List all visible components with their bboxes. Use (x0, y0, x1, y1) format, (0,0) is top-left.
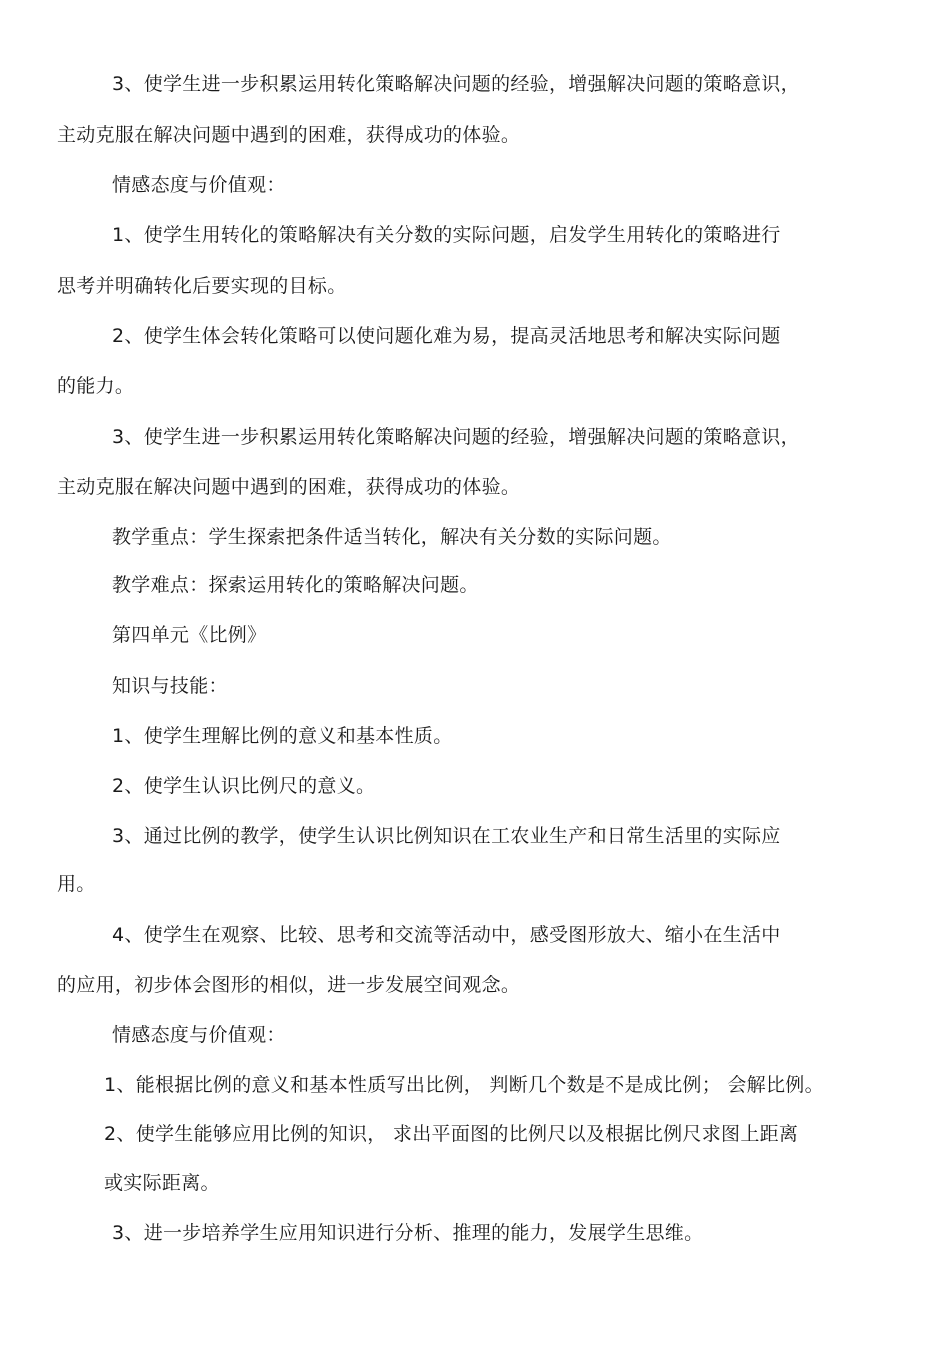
paragraph-line: 1、使学生理解比例的意义和基本性质。 (112, 725, 453, 747)
paragraph-line: 4、使学生在观察、比较、思考和交流等活动中，感受图形放大、缩小在生活中 (112, 924, 781, 946)
section-heading: 知识与技能： (112, 675, 228, 697)
paragraph-line: 2、使学生能够应用比例的知识， 求出平面图的比例尺以及根据比例尺求图上距离 (104, 1123, 799, 1145)
paragraph-line: 用。 (57, 873, 96, 895)
section-heading: 情感态度与价值观： (112, 1024, 286, 1046)
teaching-difficulty: 教学难点：探索运用转化的策略解决问题。 (112, 574, 479, 596)
section-heading: 情感态度与价值观： (112, 174, 286, 196)
paragraph-line: 1、使学生用转化的策略解决有关分数的实际问题，启发学生用转化的策略进行 (112, 224, 781, 246)
paragraph-line: 主动克服在解决问题中遇到的困难，获得成功的体验。 (57, 124, 521, 146)
paragraph-line: 3、使学生进一步积累运用转化策略解决问题的经验，增强解决问题的策略意识， (112, 73, 800, 95)
paragraph-line: 3、使学生进一步积累运用转化策略解决问题的经验，增强解决问题的策略意识， (112, 426, 800, 448)
paragraph-line: 3、进一步培养学生应用知识进行分析、推理的能力，发展学生思维。 (112, 1222, 704, 1244)
paragraph-line: 2、使学生认识比例尺的意义。 (112, 775, 376, 797)
teaching-focus: 教学重点：学生探索把条件适当转化，解决有关分数的实际问题。 (112, 526, 672, 548)
unit-title: 第四单元《比例》 (112, 624, 267, 646)
paragraph-line: 的应用，初步体会图形的相似，进一步发展空间观念。 (57, 974, 521, 996)
paragraph-line: 的能力。 (57, 375, 135, 397)
paragraph-line: 或实际距离。 (104, 1172, 220, 1194)
paragraph-line: 思考并明确转化后要实现的目标。 (57, 275, 347, 297)
paragraph-line: 1、能根据比例的意义和基本性质写出比例， 判断几个数是不是成比例； 会解比例。 (104, 1074, 824, 1096)
paragraph-line: 主动克服在解决问题中遇到的困难，获得成功的体验。 (57, 476, 521, 498)
paragraph-line: 3、通过比例的教学，使学生认识比例知识在工农业生产和日常生活里的实际应 (112, 825, 781, 847)
paragraph-line: 2、使学生体会转化策略可以使问题化难为易，提高灵活地思考和解决实际问题 (112, 325, 781, 347)
